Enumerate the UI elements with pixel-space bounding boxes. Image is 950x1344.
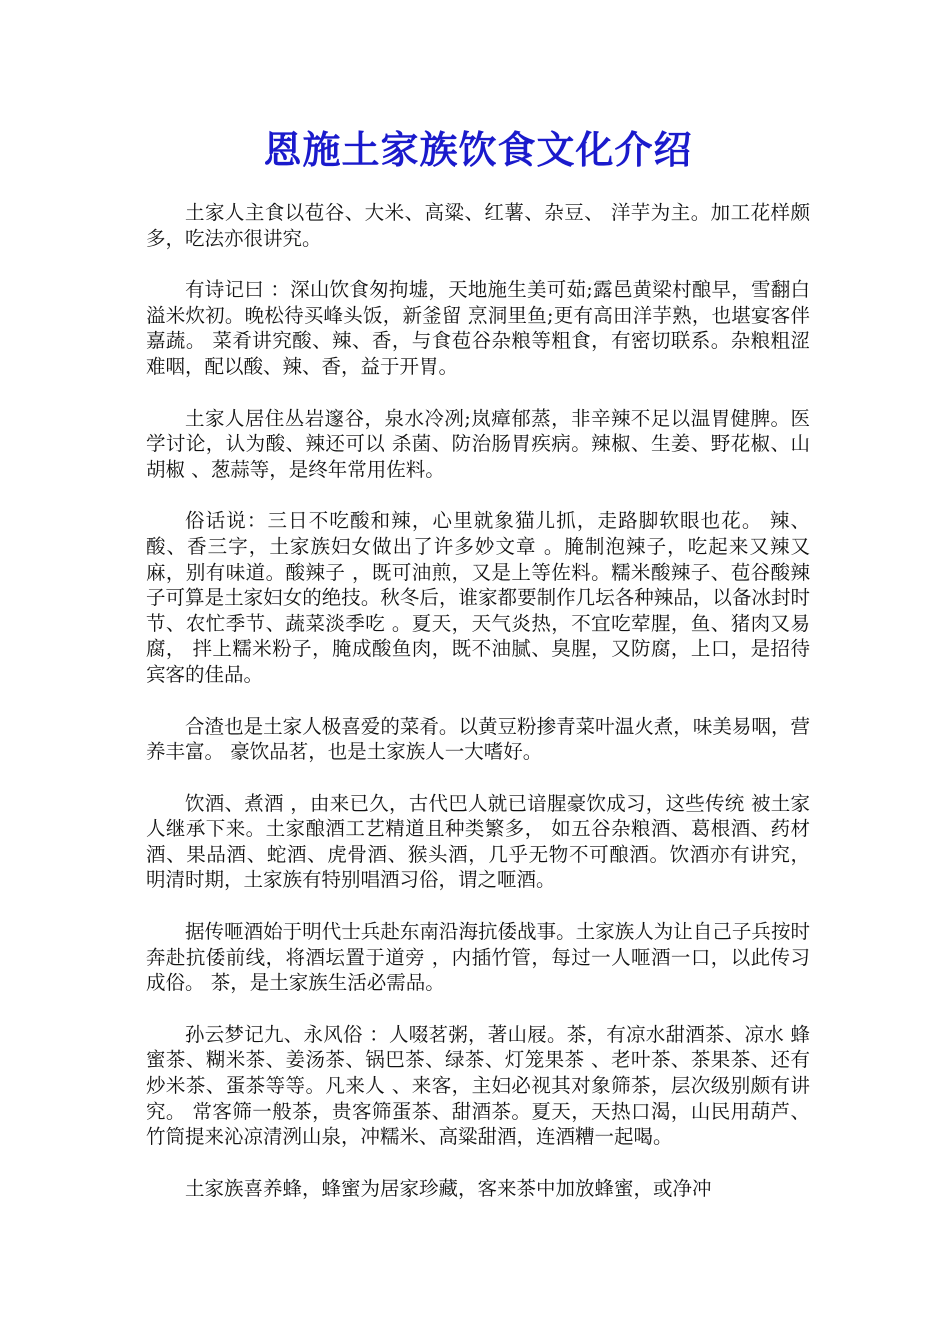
document-title: 恩施土家族饮食文化介绍	[263, 127, 693, 172]
paragraph-2: 有诗记曰 ：深山饮食匆拘墟，天地施生美可茹;露邑黄梁村酿早，雪翻白溢米炊初。晚松待买峰头饭，新釜留 烹洞里鱼;更有高田洋芋熟，也堪宴客伴嘉蔬。 菜肴讲究酸、辣、香，与食苞谷杂粮等粗食，有密切联系。杂粮粗涩难咽，配以酸、辣、香，益于开胃。	[146, 278, 810, 378]
paragraph-6: 饮酒、煮酒 ，由来已久，古代巴人就已谙腥豪饮成习，这些传统 被土家人继承下来。土家酿酒工艺精道且种类繁多， 如五谷杂粮酒、葛根酒、药材酒、果品酒、蛇酒、虎骨酒、猴头酒，几乎无物不可酿酒。饮酒亦有讲究， 明清时期，土家族有特别唱酒习俗，谓之咂酒。	[146, 791, 810, 892]
paragraph-7: 据传咂酒始于明代士兵赴东南沿海抗倭战事。土家族人为让自己子兵按时奔赴抗倭前线，将酒坛置于道旁 ，内插竹管，每过一人咂酒一口，以此传习成俗。 茶，是土家族生活必需品。	[146, 920, 810, 995]
document-body	[146, 200, 810, 1201]
paragraph-4: 俗话说：三日不吃酸和辣，心里就象猫儿抓，走路脚软眼也花。 辣、酸、香三字，土家族妇女做出了许多妙文章 。腌制泡辣子，吃起来又辣又麻，别有味道。酸辣子 ，既可油煎，又是上等佐料。糯米酸辣子、苞谷酸辣 子可算是土家妇女的绝技。秋冬后，谁家都要制作几坛各种辣品，以备冰封时节、农忙季节、蔬菜淡季吃 。夏天，天气炎热，不宜吃荤腥，鱼、猪肉又易腐， 拌上糯米粉子，腌成酸鱼肉，既不油腻、臭腥，又防腐，上口，是招待宾客的佳品。	[146, 509, 810, 686]
paragraph-5: 合渣也是土家人极喜爱的菜肴。以黄豆粉掺青菜叶温火煮，味美易咽，营养丰富。 豪饮品茗，也是土家族人一大嗜好。	[146, 714, 810, 764]
paragraph-3: 土家人居住丛岩邃谷，泉水冷冽;岚瘴郁蒸，非辛辣不足以温胃健脾。医学讨论，认为酸、辣还可以 杀菌、防治肠胃疾病。辣椒、生姜、野花椒、山胡椒 、葱蒜等，是终年常用佐料。	[146, 406, 810, 481]
paragraph-8: 孙云梦记九、永风俗 ：人啜茗粥，著山屐。茶，有凉水甜酒茶、凉水 蜂蜜茶、糊米茶、姜汤茶、锅巴茶、绿茶、灯笼果茶 、老叶茶、茶果茶、还有炒米茶、蛋茶等等。凡来人 、来客，主妇必视其对象筛茶，层次级别颇有讲究。 常客筛一般茶，贵客筛蛋茶、甜酒茶。夏天，天热口渴，山民用葫芦、竹筒提来沁凉清洌山泉，冲糯米、高粱甜酒，连酒糟一起喝。	[146, 1022, 810, 1149]
paragraph-1: 土家人主食以苞谷、大米、高粱、红薯、杂豆、 洋芋为主。加工花样颇多，吃法亦很讲究。	[146, 201, 810, 250]
paragraph-9: 土家族喜养蜂，蜂蜜为居家珍藏，客来茶中加放蜂蜜，或净冲	[185, 1176, 712, 1200]
